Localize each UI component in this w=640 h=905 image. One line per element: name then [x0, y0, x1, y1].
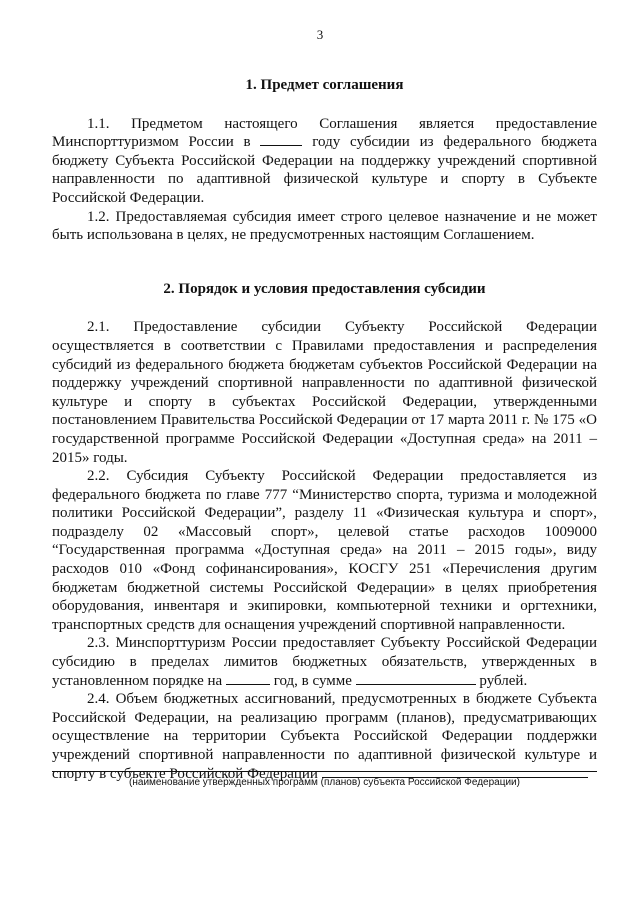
paragraph-2-2: 2.2. Субсидия Субъекту Российской Федерации предоставляется из федерального бюджета по главе 777 “Министерство спорта, туризма и молодежной политики Российской Федерации”, разделу 11 «Физическая культура и спорт», подразделу 02 «Массовый спорт», целевой статье расходов 1009000 “Государственная программа «Доступная среда» на 2011 – 2015 годы», виду расходов 010 «Фонд софинансирования», КОСГУ 251 «Перечисления другим бюджетам бюджетной системы Российской Федерации» в целях приобретения оборудования, инвентаря и экипировки, компьютерной техники и оргтехники, транспортных средств для оснащения учреждений спортивной направленности.: [52, 468, 597, 633]
page-number: 3: [316, 27, 324, 42]
paragraph-2-3-text-c: рублей.: [479, 672, 528, 689]
paragraph-2-4: [52, 690, 597, 783]
paragraph-2-3: [52, 634, 597, 690]
year-blank-field: [226, 672, 270, 685]
paragraph-1-2: 1.2. Предоставляемая субсидия имеет строго целевое назначение и не может быть использована в целях, не предусмотренных настоящим Соглашением.: [52, 208, 597, 244]
paragraph-1-1-text-b: году субсидии из федерального бюджета бюджету Субъекта Российской Федерации на поддержку учреждений спортивной направленности по адаптивной физической культуре и спорту в Субъекте Российской Федерации.: [52, 134, 598, 206]
paragraph-2-3-text-a: 2.3. Минспорттуризм России предоставляет Субъекту Российской Федерации субсидию в пределах лимитов бюджетных обязательств, утвержденных в установленном порядке на: [52, 635, 597, 689]
paragraph-2-4-text-a: 2.4. Объем бюджетных ассигнований, предусмотренных в бюджете Субъекта Российской Федерации, на реализацию программ (планов), предусматривающих осуществление на территории Субъекта Российской Федерации поддержки учреждений спортивной направленности по адаптивной физической культуре и спорту в субъекте Российской Федерации: [52, 691, 597, 782]
section-2-title: 2. Порядок и условия предоставления субсидии: [163, 280, 486, 297]
section-1-title: 1. Предмет соглашения: [245, 77, 404, 93]
paragraph-2-3-text-b: год, в сумме: [273, 672, 352, 689]
year-blank-field: [260, 133, 302, 146]
amount-blank-field: [356, 672, 476, 685]
footnote-caption: (наименование утвержденных программ (планов) субъекта Российской Федерации): [129, 777, 520, 788]
program-name-blank-line: [52, 771, 597, 772]
paragraph-1-1: [52, 115, 597, 208]
paragraph-2-1: 2.1. Предоставление субсидии Субъекту Российской Федерации осуществляется в соответствии с Правилами предоставления и распределения субсидий из федерального бюджета бюджетам субъектов Российской Федерации на поддержку учреждений спортивной направленности по адаптивной физической культуре и спорту в субъектах Российской Федерации, утвержденными постановлением Правительства Российской Федерации от 17 марта 2011 г. № 175 «О государственной программе Российской Федерации «Доступная среда» на 2011 – 2015» годы.: [52, 319, 597, 466]
document-body: [52, 76, 597, 783]
paragraph-1-1-text-a: 1.1. Предметом настоящего Соглашения является предоставление Минспорттуризмом России в: [52, 115, 597, 151]
